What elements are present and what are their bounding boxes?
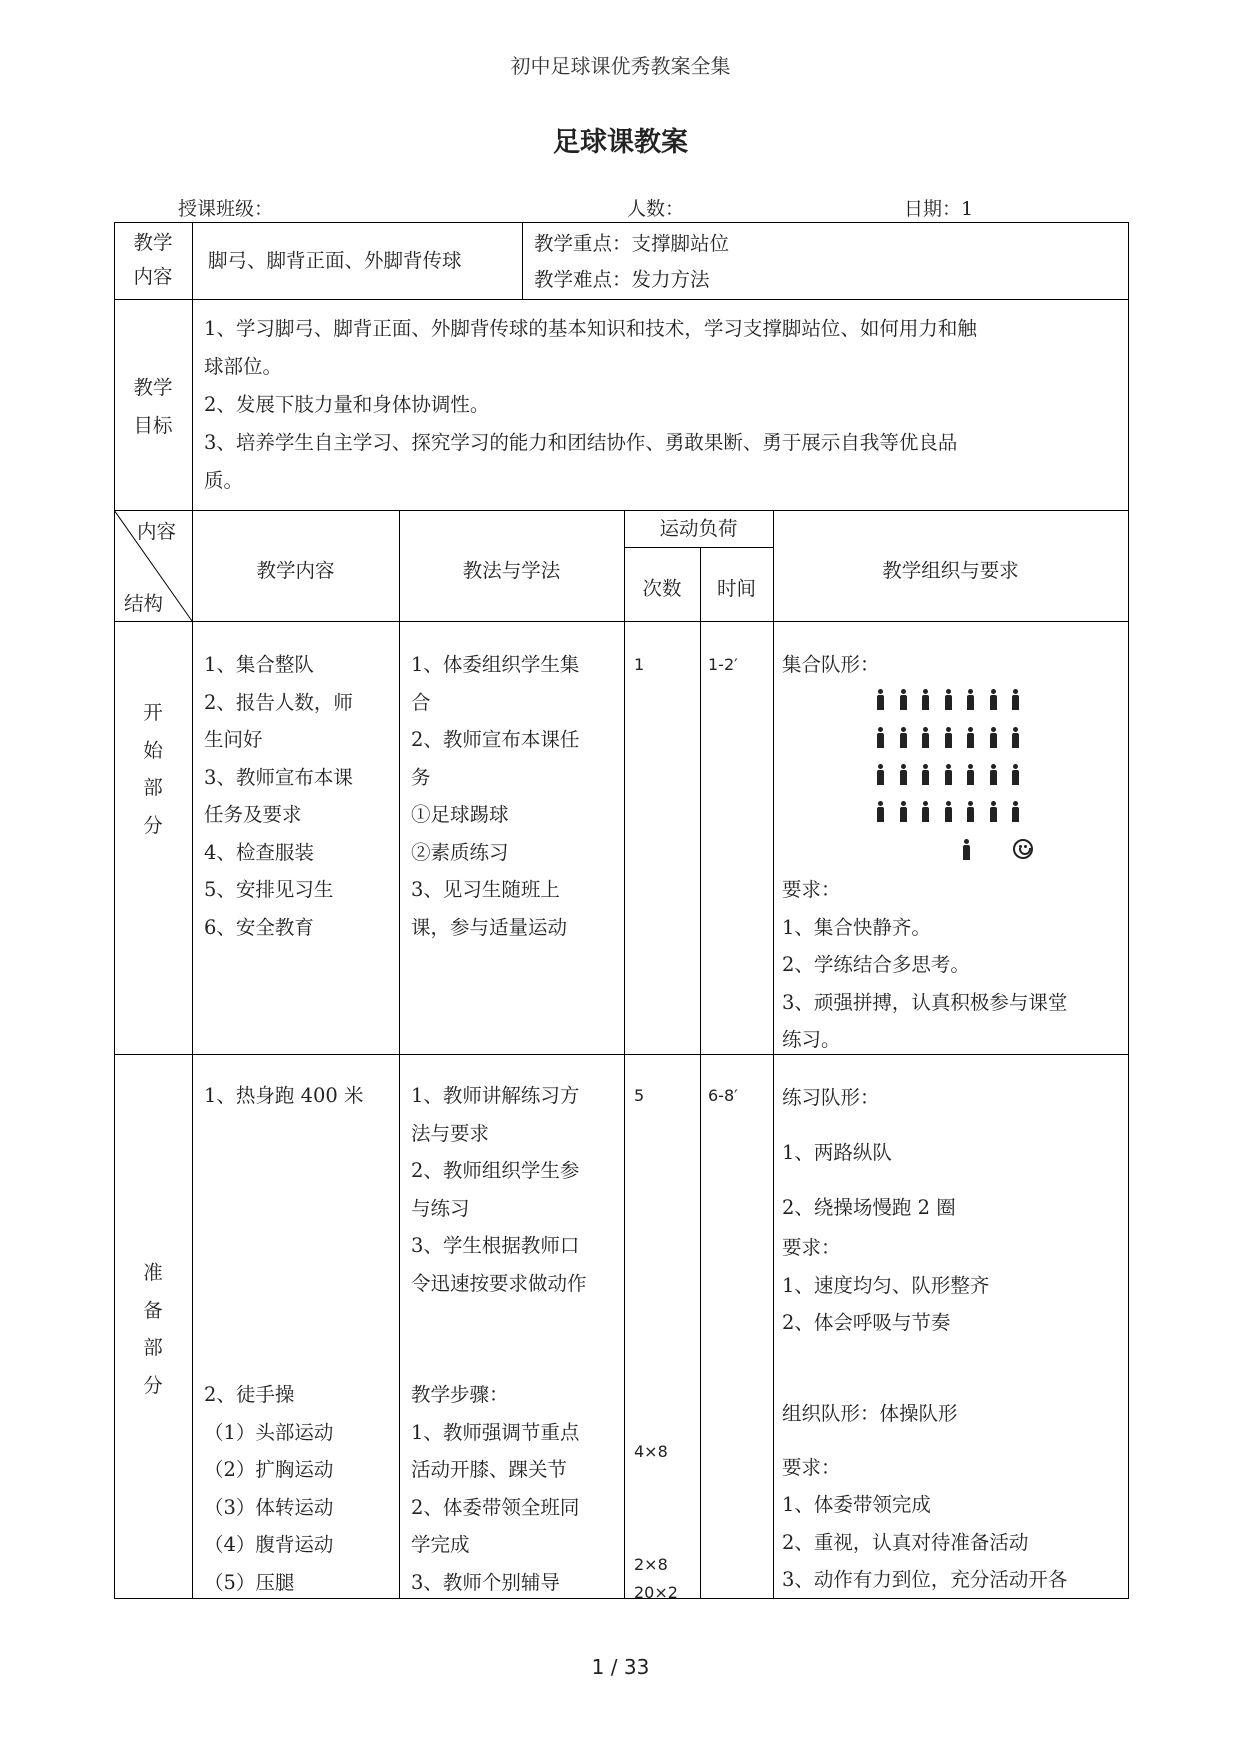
- col-method-header: 教法与学法: [462, 559, 561, 582]
- section2-times-b2: 2×8: [634, 1555, 668, 1574]
- student-icon: [1011, 801, 1020, 823]
- section1-method: 1、体委组织学生集 合 2、教师宣布本课任 务 ①足球踢球 ②素质练习 3、见习生随班上 课，参与适量运动: [411, 653, 580, 939]
- student-icon: [921, 689, 930, 711]
- class-label: 授课班级：: [178, 198, 274, 220]
- section2-label: 准 备 部 分: [143, 1261, 163, 1397]
- page-title: 足球课教案: [553, 127, 688, 158]
- student-icon: [966, 764, 975, 786]
- section1-org-requirements: 要求： 1、集合快静齐。 2、学练结合多思考。 3、顽强拼搏，认真积极参与课堂 练习。: [782, 878, 1068, 1051]
- student-icon: [966, 689, 975, 711]
- student-icon: [989, 764, 998, 786]
- section2-method-a: 1、教师讲解练习方 法与要求 2、教师组织学生参 与练习 3、学生根据教师口 令迅速按要求做动作: [411, 1084, 587, 1295]
- student-icon: [944, 689, 953, 711]
- section1-times: 1: [634, 655, 645, 674]
- student-icon: [876, 727, 885, 749]
- row1-keypoints: 教学重点：支撑脚站位 教学难点：发力方法: [534, 232, 730, 291]
- student-icon: [1011, 689, 1020, 711]
- col-time-header: 时间: [716, 577, 756, 600]
- student-icon: [899, 727, 908, 749]
- student-icon: [1011, 727, 1020, 749]
- section1-content: 1、集合整队 2、报告人数，师 生问好 3、教师宣布本课 任务及要求 4、检查服装 5、安排见习生 6、安全教育: [204, 653, 353, 939]
- diag-top-label: 内容: [137, 520, 177, 543]
- row2-objectives: 1、学习脚弓、脚背正面、外脚背传球的基本知识和技术，学习支撑脚站位、如何用力和触 球部位。 2、发展下肢力量和身体协调性。 3、培养学生自主学习、探究学习的能力和团结协作、勇敢果断、勇于展示自我等优良品 质。: [204, 317, 977, 492]
- section1-time: 1-2′: [708, 655, 738, 674]
- student-icon: [899, 689, 908, 711]
- leader-icon: [962, 839, 971, 861]
- page-number: 1 / 33: [591, 1655, 650, 1679]
- student-icon: [944, 801, 953, 823]
- col-org-header: 教学组织与要求: [882, 559, 1019, 582]
- section2-content-b: 2、徒手操 （1）头部运动 （2）扩胸运动 （3）体转运动 （4）腹背运动 （5）压腿: [204, 1383, 334, 1594]
- student-icon: [966, 801, 975, 823]
- student-icon: [989, 689, 998, 711]
- diag-bottom-label: 结构: [124, 592, 164, 615]
- student-icon: [989, 801, 998, 823]
- student-icon: [921, 764, 930, 786]
- section2-content-a: 1、热身跑 400 米: [204, 1084, 364, 1107]
- date-label: 日期：1: [904, 198, 974, 220]
- running-header: 初中足球课优秀教案全集: [510, 54, 731, 78]
- student-icon: [876, 801, 885, 823]
- count-label: 人数：: [627, 198, 685, 220]
- section2-times-a: 5: [634, 1086, 645, 1105]
- row1-content: 脚弓、脚背正面、外脚背传球: [208, 249, 462, 272]
- student-icon: [899, 801, 908, 823]
- student-icon: [876, 764, 885, 786]
- student-icon: [1011, 764, 1020, 786]
- student-icon: [944, 764, 953, 786]
- col-load-header: 运动负荷: [659, 517, 738, 540]
- row1-label: 教学 内容: [133, 231, 173, 288]
- student-icon: [899, 764, 908, 786]
- section2-times-b3: 20×2: [634, 1583, 678, 1602]
- section2-org-a-req: 要求： 1、速度均匀、队形整齐 2、体会呼吸与节奏: [782, 1236, 990, 1334]
- student-icon: [944, 727, 953, 749]
- section2-org-b: 组织队形：体操队形 要求： 1、体委带领完成 2、重视，认真对待准备活动 3、动作有力到位，充分活动开各: [782, 1402, 1068, 1591]
- student-icon: [989, 727, 998, 749]
- row2-label: 教学 目标: [133, 376, 173, 437]
- student-icon: [921, 801, 930, 823]
- student-icon: [921, 727, 930, 749]
- section1-label: 开 始 部 分: [143, 701, 163, 837]
- section2-org-a-top: 练习队形： 1、两路纵队 2、绕操场慢跑 2 圈: [782, 1086, 956, 1219]
- col-content-header: 教学内容: [256, 559, 335, 582]
- section2-method-b: 教学步骤： 1、教师强调节重点 活动开膝、踝关节 2、体委带领全班同 学完成 3、教师个别辅导: [411, 1383, 580, 1594]
- section1-org-title: 集合队形：: [782, 653, 880, 676]
- col-times-header: 次数: [642, 577, 682, 600]
- teacher-smiley-icon: [1013, 839, 1033, 859]
- student-icon: [876, 689, 885, 711]
- section2-times-b1: 4×8: [634, 1442, 668, 1461]
- section2-time-a: 6-8′: [708, 1086, 738, 1105]
- student-icon: [966, 727, 975, 749]
